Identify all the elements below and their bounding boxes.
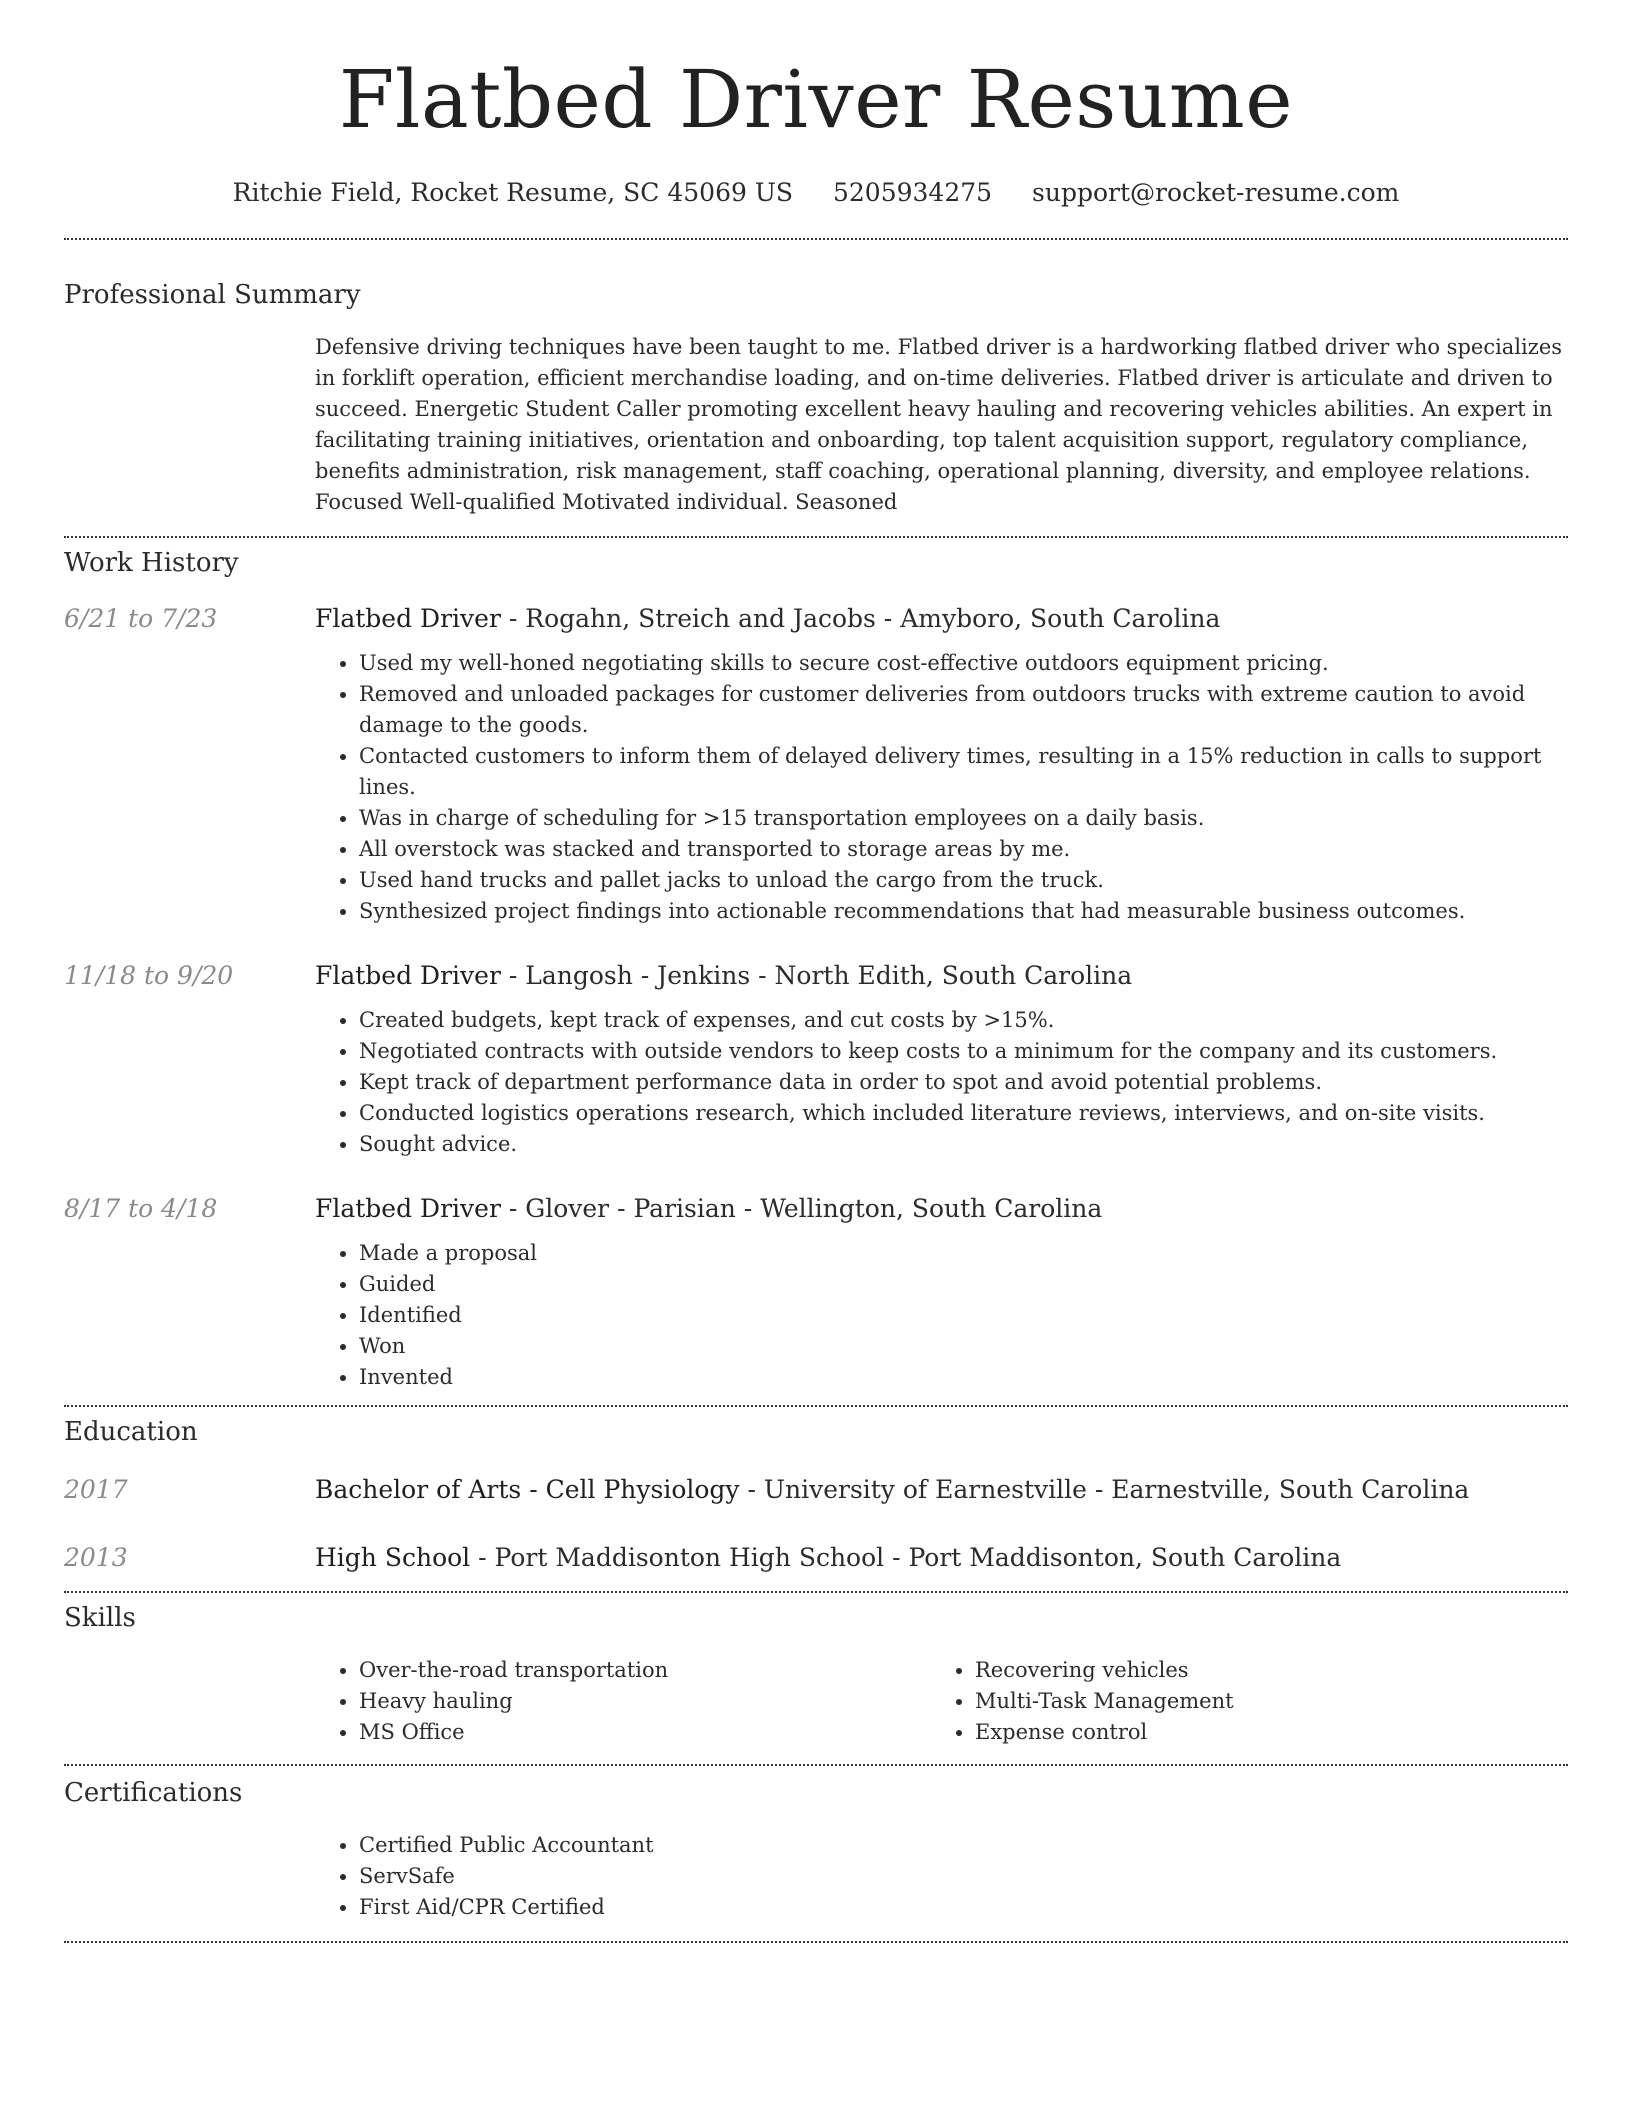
work-history-section	[64, 546, 1568, 1393]
list-item: • Used my well-honed negotiating skills to secure cost-effective outdoors equipment pricing.	[359, 648, 1568, 679]
divider	[64, 1405, 1568, 1407]
list-item: • Was in charge of scheduling for >15 transportation employees on a daily basis.	[359, 803, 1568, 834]
job-entry	[64, 602, 1568, 927]
job-title: Flatbed Driver	[315, 961, 501, 990]
job-title: Flatbed Driver	[315, 1194, 501, 1223]
list-item: • Guided	[359, 1269, 1568, 1300]
skills-column-left	[315, 1655, 931, 1748]
education-school: - Port Maddisonton High School - Port Maddisonton, South Carolina	[470, 1543, 1342, 1572]
list-item: • Identified	[359, 1300, 1568, 1331]
job-heading	[315, 602, 1568, 636]
resume-title: Flatbed Driver Resume	[338, 53, 1294, 146]
job-bullets	[315, 1238, 1568, 1393]
job-entry	[64, 1192, 1568, 1393]
list-item: • All overstock was stacked and transported to storage areas by me.	[359, 834, 1568, 865]
education-degree: High School	[315, 1543, 471, 1572]
job-bullets	[315, 648, 1568, 927]
list-item: • Invented	[359, 1362, 1568, 1393]
education-school: - University of Earnestville - Earnestville, South Carolina	[739, 1475, 1470, 1504]
list-item: • First Aid/CPR Certified	[359, 1892, 1568, 1923]
list-item: • Multi-Task Management	[975, 1686, 1547, 1717]
list-item: • Over-the-road transportation	[359, 1655, 931, 1686]
education-year: 2013	[64, 1543, 128, 1572]
list-item: • Recovering vehicles	[975, 1655, 1547, 1686]
section-title-work-history: Work History	[64, 548, 239, 578]
contact-address: Ritchie Field, Rocket Resume, SC 45069 US	[232, 178, 794, 207]
job-heading	[315, 1192, 1568, 1226]
list-item: • Negotiated contracts with outside vendors to keep costs to a minimum for the company and its customers.	[359, 1036, 1568, 1067]
job-bullets	[315, 1005, 1568, 1160]
summary-text: Defensive driving techniques have been taught to me. Flatbed driver is a hardworking flatbed driver who specializes in forklift operation, efficient merchandise loading, and on-time deliveries. Flatbed driver is articulate and driven to succeed. Energetic Student Caller promoting excellent heavy hauling and recovering vehicles abilities. An expert in facilitating training initiatives, orientation and onboarding, top talent acquisition support, regulatory compliance, benefits administration, risk management, staff coaching, operational planning, diversity, and employee relations. Focused Well-qualified Motivated individual. Seasoned	[315, 335, 1563, 514]
divider	[64, 1764, 1568, 1766]
list-item: • Expense control	[975, 1717, 1547, 1748]
job-dates: 8/17 to 4/18	[64, 1194, 218, 1223]
education-year: 2017	[64, 1475, 128, 1504]
list-item: • MS Office	[359, 1717, 931, 1748]
list-item: • Sought advice.	[359, 1129, 1568, 1160]
job-employer: - Langosh - Jenkins - North Edith, South Carolina	[500, 961, 1133, 990]
contact-line	[64, 176, 1568, 210]
list-item: • Kept track of department performance data in order to spot and avoid potential problems.	[359, 1067, 1568, 1098]
list-item: • Created budgets, kept track of expenses, and cut costs by >15%.	[359, 1005, 1568, 1036]
list-item: • Certified Public Accountant	[359, 1830, 1568, 1861]
job-employer: - Glover - Parisian - Wellington, South Carolina	[500, 1194, 1103, 1223]
education-entry	[64, 1473, 1568, 1507]
skills-list	[315, 1655, 1568, 1748]
list-item: • Synthesized project findings into actionable recommendations that had measurable business outcomes.	[359, 896, 1568, 927]
list-item: • Used hand trucks and pallet jacks to unload the cargo from the truck.	[359, 865, 1568, 896]
divider	[64, 238, 1568, 240]
list-item: • ServSafe	[359, 1861, 1568, 1892]
list-item: • Contacted customers to inform them of delayed delivery times, resulting in a 15% reduction in calls to support lines.	[359, 741, 1568, 803]
job-dates: 11/18 to 9/20	[64, 961, 234, 990]
list-item: • Won	[359, 1331, 1568, 1362]
resume-page	[64, 0, 1568, 1943]
section-title-education: Education	[64, 1417, 198, 1447]
education-entry	[64, 1541, 1568, 1575]
education-heading	[315, 1473, 1568, 1507]
job-title: Flatbed Driver	[315, 604, 501, 633]
list-item: • Conducted logistics operations research, which included literature reviews, interviews, and on-site visits.	[359, 1098, 1568, 1129]
section-title-skills: Skills	[64, 1603, 136, 1633]
job-entry	[64, 959, 1568, 1160]
divider	[64, 1591, 1568, 1593]
skills-section	[64, 1601, 1568, 1748]
certifications-list	[315, 1830, 1568, 1923]
education-heading	[315, 1541, 1568, 1575]
contact-email: support@rocket-resume.com	[1032, 178, 1400, 207]
certifications-section	[64, 1776, 1568, 1923]
divider	[64, 1941, 1568, 1943]
job-dates: 6/21 to 7/23	[64, 604, 218, 633]
job-employer: - Rogahn, Streich and Jacobs - Amyboro, South Carolina	[500, 604, 1221, 633]
section-title-summary: Professional Summary	[64, 280, 361, 310]
list-item: • Removed and unloaded packages for customer deliveries from outdoors trucks with extreme caution to avoid damage to the goods.	[359, 679, 1568, 741]
list-item: • Made a proposal	[359, 1238, 1568, 1269]
education-degree: Bachelor of Arts - Cell Physiology	[315, 1475, 740, 1504]
contact-phone: 5205934275	[833, 178, 993, 207]
divider	[64, 536, 1568, 538]
education-section	[64, 1415, 1568, 1575]
summary-section	[64, 278, 1568, 518]
job-heading	[315, 959, 1568, 993]
list-item: • Heavy hauling	[359, 1686, 931, 1717]
skills-column-right	[931, 1655, 1547, 1748]
section-title-certifications: Certifications	[64, 1778, 243, 1808]
